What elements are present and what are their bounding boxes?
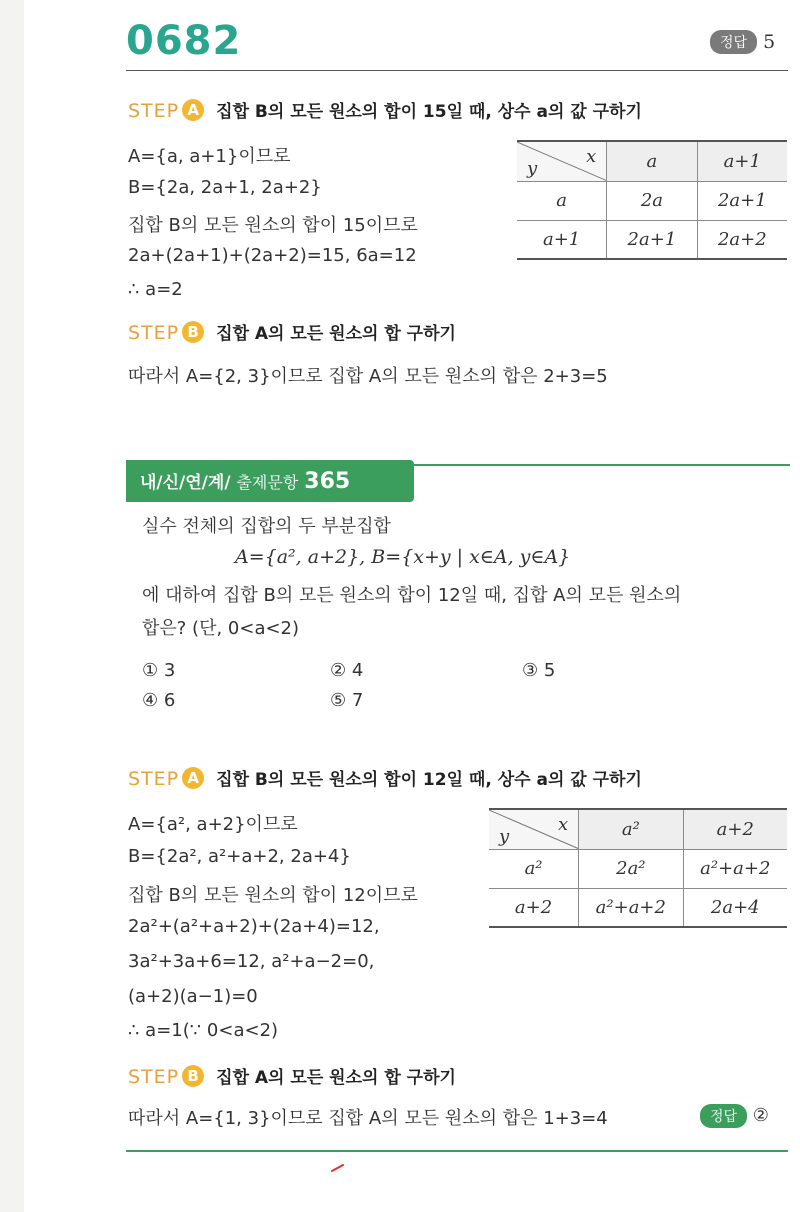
corner-y: y [527,157,538,179]
solution-line: A={a², a+2}이므로 [128,814,298,835]
answer-top [710,30,775,54]
problem-line: 실수 전체의 집합의 두 부분집합 [142,516,391,537]
col-header: a+2 [683,809,787,849]
banner-rule [412,464,790,466]
solution-line: 따라서 A={2, 3}이므로 집합 A의 모든 원소의 합은 2+3=5 [128,366,608,387]
solution-line: 집합 B의 모든 원소의 합이 12이므로 [128,885,418,906]
step-b-circle: B [182,321,204,343]
answer-badge: 정답 [700,1104,747,1128]
solution-line: ∴ a=1(∵ 0<a<2) [128,1020,279,1041]
solution-line: 2a+(2a+1)+(2a+2)=15, 6a=12 [128,245,417,266]
table-cell: 2a+2 [697,220,787,259]
problem-line: A={a², a+2}, B={x+y | x∈A, y∈A} [235,546,571,568]
table-cell: 2a [607,181,697,220]
row-label: a+2 [489,888,579,927]
solution-line: ∴ a=2 [128,279,183,300]
table-cell: 2a+1 [697,181,787,220]
table-cell: a²+a+2 [683,849,787,888]
step-word: STEP [128,322,180,344]
choice-5[interactable]: ⑤ 7 [330,690,364,711]
solution-line: B={2a², a²+a+2, 2a+4} [128,846,351,867]
answer-value: 5 [763,31,776,53]
answer-value: ② [752,1105,769,1126]
step-b-heading-1 [128,319,456,344]
step-a-heading-1 [128,97,642,122]
solution-line: A={a, a+1}이므로 [128,146,291,167]
table-cell: 2a² [579,849,683,888]
col-header: a [607,141,697,181]
table-cell: 2a+1 [607,220,697,259]
pen-mark-icon [331,1163,345,1173]
step-word: STEP [128,1066,180,1088]
step-b-circle: B [182,1065,204,1087]
header-rule [126,70,788,71]
final-answer [700,1104,769,1128]
banner-label: 내/신/연/계/ [140,473,231,493]
banner-subtitle: 출제문항 [236,473,299,492]
step-b-title: 집합 A의 모든 원소의 합 구하기 [216,324,456,344]
choice-2[interactable]: ② 4 [330,660,364,681]
step-a-circle: A [182,99,204,121]
table-corner [517,141,607,181]
page [24,0,800,1212]
row-label: a+1 [517,220,607,259]
col-header: a+1 [697,141,787,181]
corner-y: y [499,825,510,847]
solution-line: 따라서 A={1, 3}이므로 집합 A의 모든 원소의 합은 1+3=4 [128,1108,608,1129]
solution-line: (a+2)(a−1)=0 [128,986,258,1007]
solution-line: 집합 B의 모든 원소의 합이 15이므로 [128,215,418,236]
table-cell: 2a+4 [683,888,787,927]
choice-4[interactable]: ④ 6 [142,690,176,711]
row-label: a² [489,849,579,888]
row-label: a [517,181,607,220]
step-a-title: 집합 B의 모든 원소의 합이 15일 때, 상수 a의 값 구하기 [216,102,642,122]
step-a-heading-2 [128,765,642,790]
addition-table-2 [489,808,787,928]
step-word: STEP [128,768,180,790]
table-cell: a²+a+2 [579,888,683,927]
solution-line: B={2a, 2a+1, 2a+2} [128,177,322,198]
answer-badge: 정답 [710,30,757,54]
problem-number: 0682 [126,18,242,64]
solution-line: 3a²+3a+6=12, a²+a−2=0, [128,951,375,972]
step-a-circle: A [182,767,204,789]
footer-rule [126,1150,788,1152]
col-header: a² [579,809,683,849]
table-corner [489,809,579,849]
banner-number: 365 [304,469,351,494]
step-b-title: 집합 A의 모든 원소의 합 구하기 [216,1068,456,1088]
step-word: STEP [128,100,180,122]
step-a-title: 집합 B의 모든 원소의 합이 12일 때, 상수 a의 값 구하기 [216,770,642,790]
related-problem-banner [126,460,414,502]
choice-1[interactable]: ① 3 [142,660,176,681]
corner-x: x [586,146,597,167]
problem-line: 에 대하여 집합 B의 모든 원소의 합이 12일 때, 집합 A의 모든 원소의 [142,585,682,606]
corner-x: x [557,814,569,835]
problem-line: 합은? (단, 0<a<2) [142,618,300,639]
choice-3[interactable]: ③ 5 [522,660,556,681]
solution-line: 2a²+(a²+a+2)+(2a+4)=12, [128,916,380,937]
step-b-heading-2 [128,1063,456,1088]
addition-table-1 [517,140,787,260]
